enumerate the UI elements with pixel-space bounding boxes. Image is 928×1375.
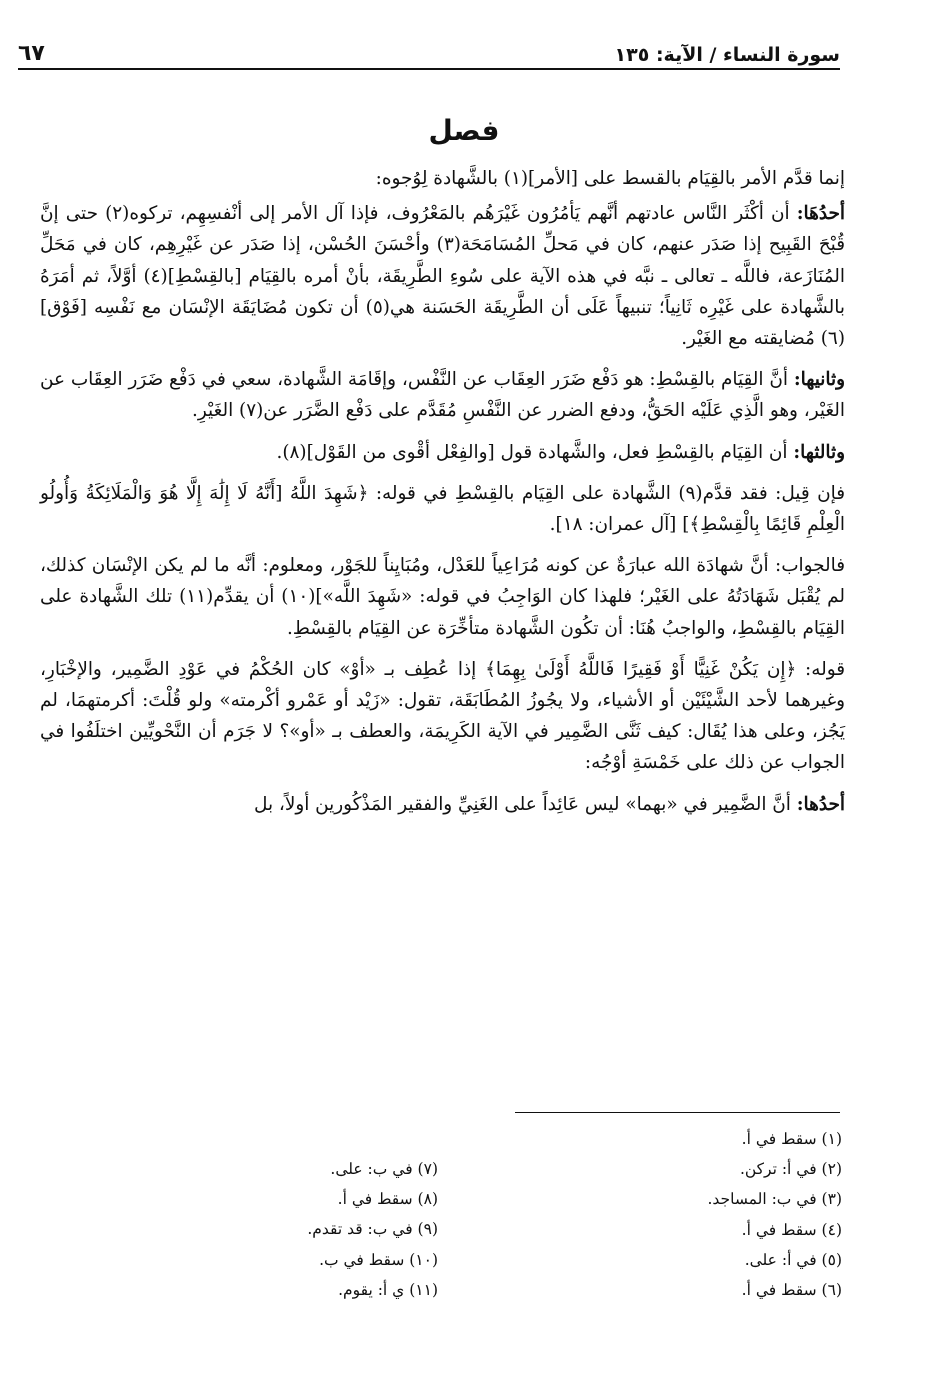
footnote: (٧) في ب: على. — [330, 1160, 438, 1178]
footnote: (١) سقط في أ. — [741, 1130, 842, 1148]
paragraph-first-reason — [40, 198, 845, 354]
paragraph-first-aspect — [40, 789, 845, 820]
paragraph-text: فالجواب: أنَّ شهادَة الله عبارَةٌ عن كونه مُرَاعِياً للعَدْل، ومُبَايِناً للجَوْر، ومعلوم: أنَّه ما لم يكن الإنْسَان كذلك، لم يُقْبَل شَهَادَتُهُ على الغَيْر؛ فلهذا كان الوَاجِبُ في قوله: «شَهِدَ اللَّه»](١٠) أن يقدِّم(١١) تلك الشَّهادة على القِيَام بالقِسْطِ، والواجبُ هُنَا: أن تكُون الشَّهادة متأخِّرَة عن القِيَام بالقِسْطِ. — [40, 555, 845, 639]
paragraph-answer — [40, 550, 845, 644]
paragraph-text: أنَّ القِيَام بالقِسْطِ: هو دَفْع ضَرَر العِقَاب عن النَّفْس، وإقَامَة الشَّهادة، سعي في دَفْع ضَرَر العِقَاب عن الغَيْر، وهو الَّذِي عَلَيْه الحَقُّ، ودفع الضرر عن النَّفْسِ مُقَدَّم على دَفْع الضَّرَر عن(٧) الغَيْرِ. — [40, 369, 845, 422]
footnote: (٦) سقط في أ. — [741, 1281, 842, 1300]
running-head — [18, 38, 840, 70]
footnote: (٢) في أ: تركن. — [739, 1160, 842, 1179]
paragraph-second-reason — [40, 364, 845, 426]
footnote-separator — [515, 1112, 840, 1113]
footnote: (٣) في ب: المساجد. — [707, 1190, 842, 1209]
paragraph-intro — [40, 163, 845, 194]
footnote: (٩) في ب: قد تقدم. — [307, 1220, 438, 1239]
paragraph-text: فإن قِيل: فقد قدَّم(٩) الشَّهادة على القِيَام بالقِسْطِ في قوله: ﴿شَهِدَ اللَّهُ [أَنَّهُ لَا إِلَٰهَ إِلَّا هُوَ وَالْمَلَائِكَةُ وَأُولُو الْعِلْمِ قَائِمًا بِالْقِسْطِ﴾] [آل عمران: ١٨]. — [40, 482, 846, 536]
footnote: (١٠) سقط في ب. — [319, 1250, 438, 1269]
footnote: (١١) ي أ: يقوم. — [338, 1280, 438, 1299]
surah-verse-title: سورة النساء / الآية: ١٣٥ — [614, 44, 840, 66]
body-text — [40, 163, 845, 830]
paragraph-objection — [40, 478, 845, 540]
paragraph-text: أن القِيَام بالقِسْطِ فعل، والشَّهادة قول [والفِعْل أقْوى من القَوْل](٨). — [276, 441, 794, 463]
paragraph-text: إنما قدَّم الأمر بالقِيَام بالقسط على [الأمر](١) بالشَّهادة لِوُجوه: — [375, 168, 845, 189]
paragraph-lead: وثانيها: — [793, 369, 845, 391]
paragraph-text: أن أكْثَر النَّاس عادتهم أنَّهم يَأمُرُون غَيْرَهُم بالمَعْرُوف، فإذا آل الأمر إلى أنْفسِهِم، تركوه(٢) حتى إنَّ قُبْحَ القَبِيح إذا صَدَر عنهم، كان في مَحلِّ المُسَامَحَة(٣) وأحْسَنَ الحُسْن، إذا صَدَر عن غَيْرِهِم، كان في مَحَلِّ المُنَازَعة، فاللَّه ـ تعالى ـ نبَّه في هذه الآية على سُوءِ الطَّرِيقَة، بأنْ أمره بالقِيَام [بالقِسْطِ](٤) أوَّلاً، ثم أمَرَهُ بالشَّهادة على غَيْرِه ثَانِياً؛ تنبيهاً عَلَى أن الطَّرِيقَة الحَسَنة هي(٥) أن تكون مُضَايَقَة الإنْسَان مع نَفْسِه [فَوْق](٦) مُضايقته مع الغَيْر. — [40, 203, 846, 350]
paragraph-lead: أحدُهَا: — [796, 203, 845, 225]
paragraph-text: أنَّ الضَّمِير في «بهما» ليس عَائِداً على الغَنِيِّ والفقير المَذْكُورين أولاً، بل — [254, 793, 797, 815]
paragraph-lead: وثالثها: — [793, 441, 845, 463]
paragraph-text: قوله: ﴿إِن يَكُنْ غَنِيًّا أَوْ فَقِيرًا فَاللَّهُ أَوْلَىٰ بِهِمَا﴾ إذا عُطِف بـ «أوْ» كان الحُكْمُ في عَوْدِ الضَّمِير، والإخْبَارِ، وغيرهما لأحد الشَّيْئَيْن أو الأشياء، ولا يجُوزُ المُطَابَقَة، تقول: «زَيْد أو عَمْرو أكْرمته» ولو قُلْتَ: أكرمتهمَا، لم يَجُز، وعلى هذا يُقَال: كيف ثَنَّى الضَّمِير في الآية الكَرِيمَة، والعطف بـ «أو»؟ لا جَرَم أن النَّحْويِّين اختلَفُوا في الجواب عن ذلك على خَمْسَةِ أوْجُه: — [40, 658, 845, 774]
footnotes-left-column — [307, 1154, 438, 1305]
section-heading: فصل — [428, 114, 500, 147]
paragraph-verse-discussion — [40, 654, 845, 779]
footnote: (٥) في أ: على. — [744, 1250, 842, 1269]
page-number: ٦٧ — [18, 41, 45, 66]
footnote: (٨) سقط في أ. — [337, 1190, 438, 1209]
paragraph-lead: أحدُها: — [796, 793, 845, 815]
paragraph-third-reason — [40, 437, 845, 468]
footnotes-right-column — [707, 1124, 842, 1305]
footnote: (٤) سقط في أ. — [741, 1220, 842, 1239]
